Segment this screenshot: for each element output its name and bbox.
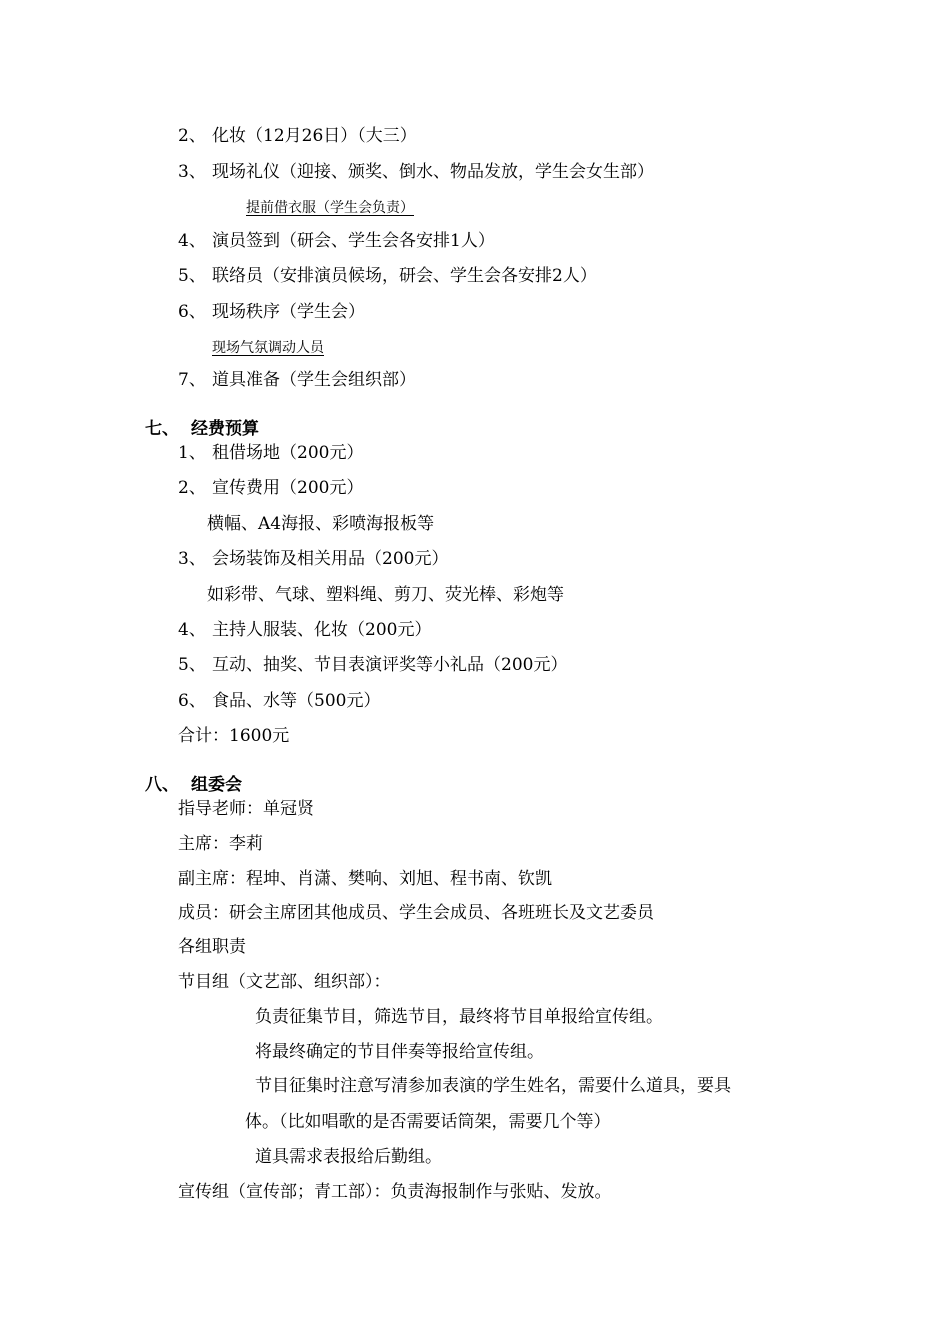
item-number: 5、 [178,266,206,286]
list-item [178,690,380,712]
item-number: 1、 [178,443,206,463]
program-duty-continued: 体。（比如唱歌的是否需要话筒架，需要几个等） [245,1112,611,1132]
item-text: 现场礼仪（迎接、颁奖、倒水、物品发放，学生会女生部） [212,162,654,182]
advisor-line: 指导老师：单冠贤 [178,799,314,819]
item-number: 3、 [178,162,206,182]
section-number: 七、 [145,419,179,439]
list-item [178,125,417,147]
note-text: 提前借衣服（学生会负责） [246,200,414,216]
item-number: 6、 [178,691,206,711]
list-item [178,369,416,391]
section-title: 组委会 [191,775,242,795]
duties-heading: 各组职责 [178,937,246,957]
item-number: 6、 [178,302,206,322]
item-text: 化妆（12月26日）（大三） [212,126,417,146]
item-text: 租借场地（200元） [212,443,364,463]
section-number: 八、 [145,775,179,795]
members-line: 成员：研会主席团其他成员、学生会成员、各班班长及文艺委员 [178,903,654,923]
item-number: 5、 [178,655,206,675]
budget-total: 合计：1600元 [178,726,290,746]
list-item [178,230,495,252]
section-heading [145,418,259,440]
list-item [178,442,363,464]
item-text: 联络员（安排演员候场，研会、学生会各安排2人） [212,266,597,286]
item-text: 道具准备（学生会组织部） [212,370,416,390]
item-detail: 如彩带、气球、塑料绳、剪刀、荧光棒、彩炮等 [207,585,564,605]
list-item [178,619,431,641]
program-duty: 道具需求表报给后勤组。 [255,1147,442,1167]
item-number: 2、 [178,478,206,498]
item-number: 4、 [178,231,206,251]
chair-line: 主席：李莉 [178,834,263,854]
program-duty: 节目征集时注意写清参加表演的学生姓名，需要什么道具，要具 [255,1076,731,1096]
list-item [178,654,567,676]
program-duty: 负责征集节目，筛选节目，最终将节目单报给宣传组。 [255,1007,663,1027]
item-number: 7、 [178,370,206,390]
item-number: 2、 [178,126,206,146]
item-text: 互动、抽奖、节目表演评奖等小礼品（200元） [212,655,568,675]
vice-chairs-line: 副主席：程坤、肖潇、樊响、刘旭、程书南、钦凯 [178,869,552,889]
section-heading [145,774,242,796]
item-text: 会场装饰及相关用品（200元） [212,549,449,569]
item-text: 现场秩序（学生会） [212,302,365,322]
item-number: 4、 [178,620,206,640]
item-text: 演员签到（研会、学生会各安排1人） [212,231,495,251]
note-text: 现场气氛调动人员 [212,340,324,356]
item-text: 宣传费用（200元） [212,478,364,498]
program-group-line: 节目组（文艺部、组织部）： [178,972,391,992]
item-text: 主持人服装、化妆（200元） [212,620,432,640]
publicity-group-line: 宣传组（宣传部；青工部）：负责海报制作与张贴、发放。 [178,1182,612,1202]
list-item [178,548,448,570]
list-item [178,301,365,323]
list-item [178,265,597,287]
list-item [178,477,363,499]
item-number: 3、 [178,549,206,569]
list-item [178,161,654,183]
item-detail: 横幅、A4海报、彩喷海报板等 [207,514,435,534]
section-title: 经费预算 [191,419,259,439]
item-text: 食品、水等（500元） [212,691,381,711]
program-duty: 将最终确定的节目伴奏等报给宣传组。 [255,1042,544,1062]
